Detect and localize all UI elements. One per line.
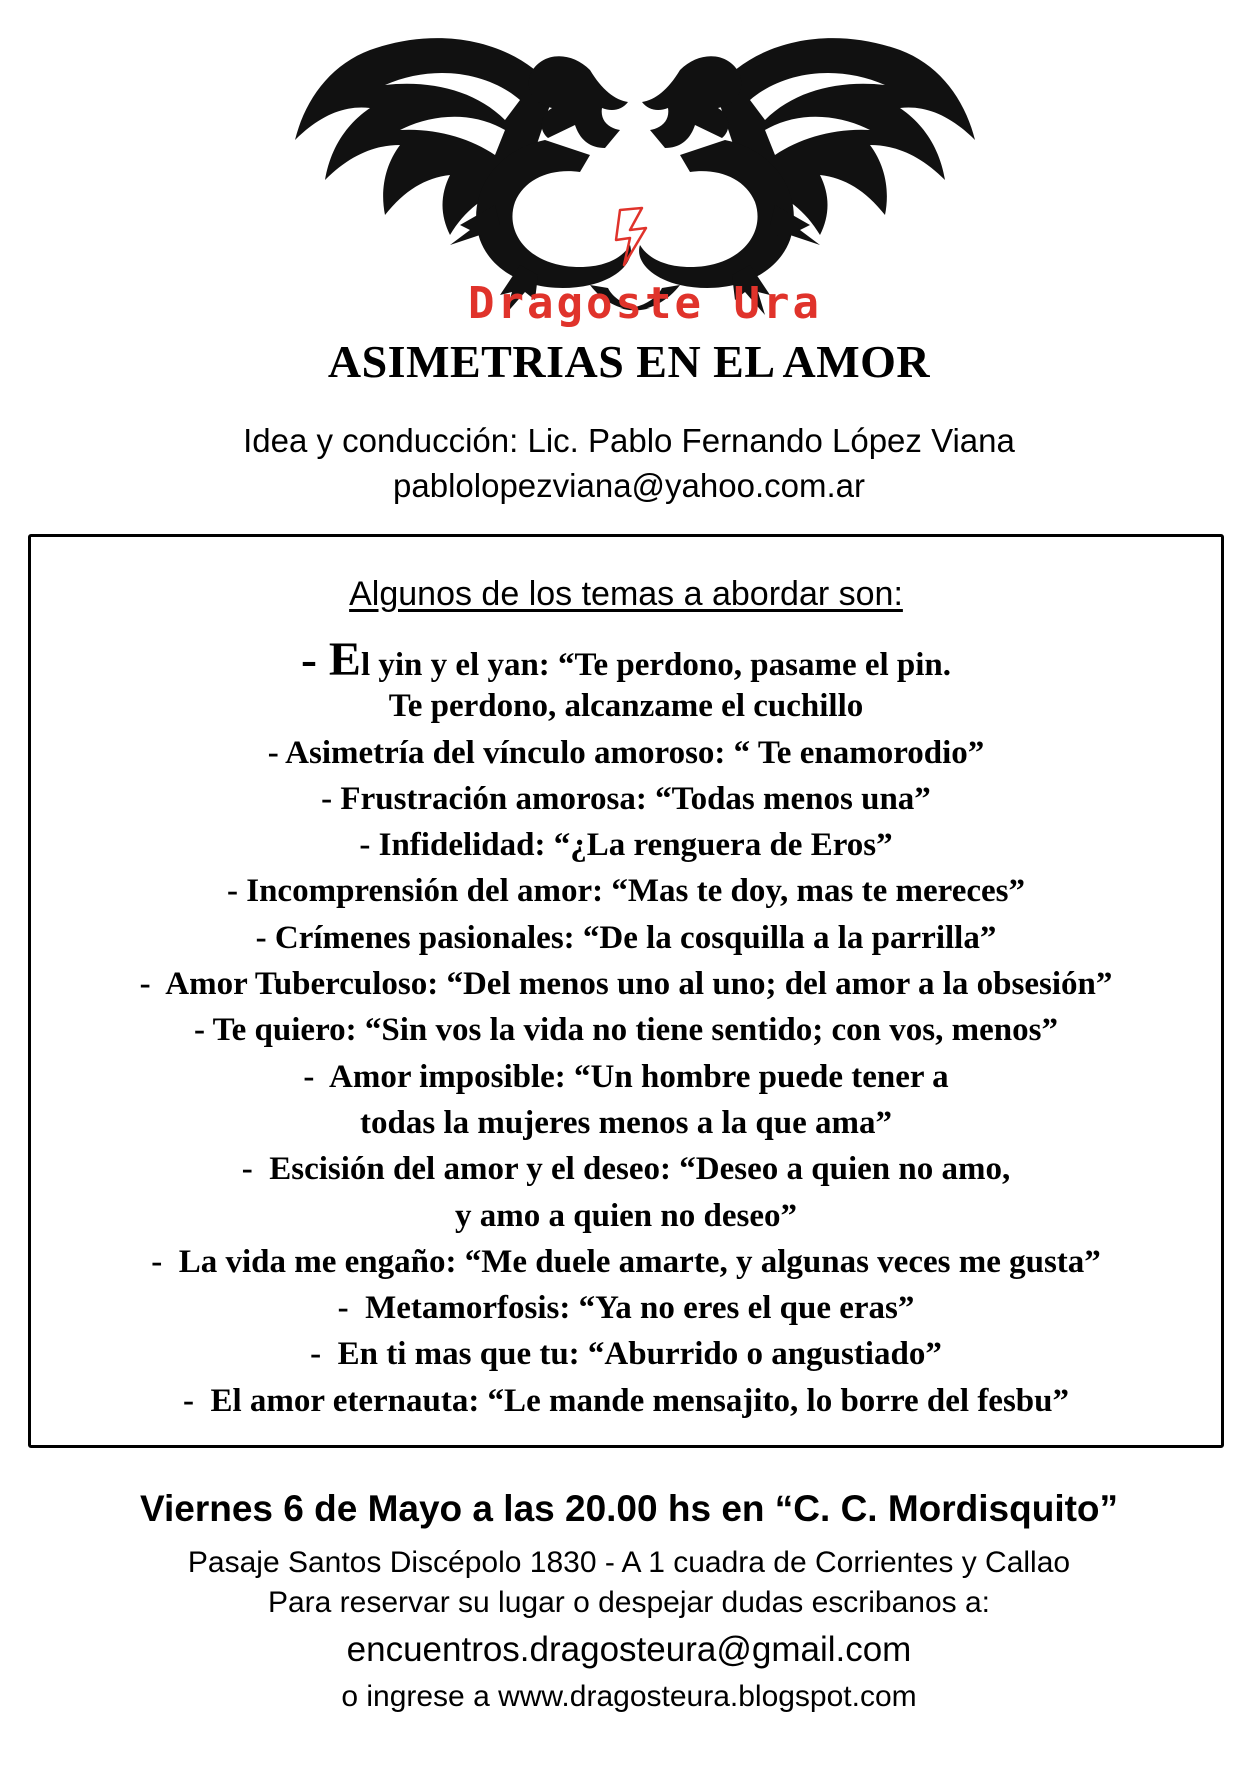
dragon-right-icon (620, 38, 975, 315)
topic-line: y amo a quien no deseo” (455, 1197, 797, 1234)
topic-line: - Infidelidad: “¿La renguera de Eros” (359, 827, 893, 864)
topic-line: - En ti mas que tu: “Aburrido o angustiado” (310, 1336, 942, 1373)
topic-line: todas la mujeres menos a la que ama” (360, 1104, 892, 1141)
page-title: ASIMETRIAS EN EL AMOR (327, 336, 931, 387)
topic-line: - Frustración amorosa: “Todas menos una” (321, 780, 931, 817)
logo (290, 30, 980, 330)
topic-line: - Incomprensión del amor: “Mas te doy, mas te mereces” (227, 873, 1025, 910)
event-date-venue: Viernes 6 de Mayo a las 20.00 hs en “C. C. Mordisquito” (139, 1488, 1119, 1529)
topic-line: - Crímenes pasionales: “De la cosquilla a la parrilla” (255, 919, 997, 956)
topic-line: - Amor imposible: “Un hombre puede tener a (303, 1058, 949, 1095)
topic-line (31, 633, 1221, 686)
topics-heading-text: Algunos de los temas a abordar son: (349, 575, 903, 613)
topic-line: - Te quiero: “Sin vos la vida no tiene sentido; con vos, menos” (194, 1012, 1058, 1049)
topic-dash: - (300, 633, 329, 686)
topic-text: l yin y el yan: “Te perdono, pasame el pin. (360, 647, 952, 683)
topic-initial: E (328, 633, 361, 686)
event-address: Pasaje Santos Discépolo 1830 - A 1 cuadra de Corrientes y Callao (187, 1546, 1071, 1579)
topics-list (31, 633, 1221, 1424)
brand-logo-text: Dragoste Ura (468, 278, 822, 329)
topic-line: - Metamorfosis: “Ya no eres el que eras” (337, 1290, 915, 1327)
topic-line: - Amor Tuberculoso: “Del menos uno al uno; del amor a la obsesión” (139, 966, 1113, 1003)
topic-line: - Asimetría del vínculo amoroso: “ Te enamorodio” (267, 734, 985, 771)
dragon-left-icon (295, 38, 650, 315)
topic-line: - La vida me engaño: “Me duele amarte, y algunas veces me gusta” (151, 1243, 1101, 1280)
topic-line: - El amor eternauta: “Le mande mensajito, lo borre del fesbu” (182, 1382, 1070, 1419)
topic-line: Te perdono, alcanzame el cuchillo (388, 688, 864, 725)
logo-graphic (290, 30, 980, 330)
host-email: pablolopezviana@yahoo.com.ar (393, 467, 865, 504)
host-line: Idea y conducción: Lic. Pablo Fernando López Viana (243, 422, 1015, 459)
website-line: o ingrese a www.dragosteura.blogspot.com (341, 1680, 917, 1713)
topic-line: - Escisión del amor y el deseo: “Deseo a quien no amo, (241, 1151, 1011, 1188)
reservation-note: Para reservar su lugar o despejar dudas escribanos a: (267, 1586, 991, 1619)
topics-box (28, 534, 1224, 1448)
contact-email: encuentros.dragosteura@gmail.com (346, 1630, 912, 1669)
topics-heading (31, 575, 1221, 614)
